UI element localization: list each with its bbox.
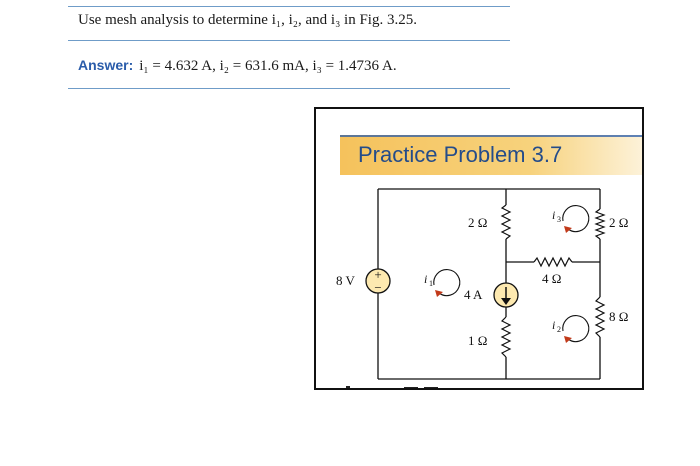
mesh-current-1 <box>424 270 460 297</box>
voltage-source-minus: − <box>374 280 382 295</box>
circuit-wires <box>378 189 600 379</box>
resistor-2ohm-left-label: 2 Ω <box>468 215 488 230</box>
voltage-source <box>366 267 390 295</box>
resistor-1ohm <box>502 317 510 357</box>
mesh-i3-symbol: i <box>552 208 556 222</box>
resistor-2ohm-right-label: 2 Ω <box>609 215 629 230</box>
resistor-8ohm-label: 8 Ω <box>609 309 629 324</box>
clockwise-arrow-icon <box>564 226 572 233</box>
resistor-2ohm-right <box>596 209 604 239</box>
resistor-8ohm <box>596 297 604 337</box>
answer-label: Answer: <box>78 57 134 73</box>
resistor-1ohm-label: 1 Ω <box>468 333 488 348</box>
circuit-diagram <box>316 109 644 390</box>
top-rule <box>68 6 510 7</box>
problem-statement: Use mesh analysis to determine i₁, i₂, and i₃ in Fig. 3.25. <box>78 12 417 28</box>
voltage-source-label: 8 V <box>336 273 355 288</box>
voltage-source-plus: + <box>374 267 382 282</box>
mesh-current-2 <box>552 316 589 343</box>
middle-rule <box>68 40 510 41</box>
mesh-i1-subscript: 1 <box>429 279 433 288</box>
clockwise-arrow-icon <box>564 336 572 343</box>
resistor-2ohm-left <box>502 205 510 239</box>
mesh-current-3 <box>552 206 589 233</box>
mesh-i2-symbol: i <box>552 318 556 332</box>
mesh-i2-subscript: 2 <box>557 325 561 334</box>
banner-title: Practice Problem 3.7 <box>358 142 563 167</box>
mesh-i3-subscript: 3 <box>557 215 561 224</box>
current-source <box>494 283 518 307</box>
current-source-label: 4 A <box>464 287 483 302</box>
resistor-4ohm-label: 4 Ω <box>542 271 562 286</box>
answer-line <box>78 57 397 75</box>
mesh-i1-symbol: i <box>424 272 428 286</box>
bottom-rule <box>68 88 510 89</box>
resistor-4ohm <box>534 258 572 266</box>
figure-frame <box>314 107 644 390</box>
cropped-caption-fragment <box>346 386 438 390</box>
answer-text: i₁ = 4.632 A, i₂ = 631.6 mA, i₃ = 1.4736 A. <box>139 58 397 74</box>
clockwise-arrow-icon <box>435 290 443 297</box>
